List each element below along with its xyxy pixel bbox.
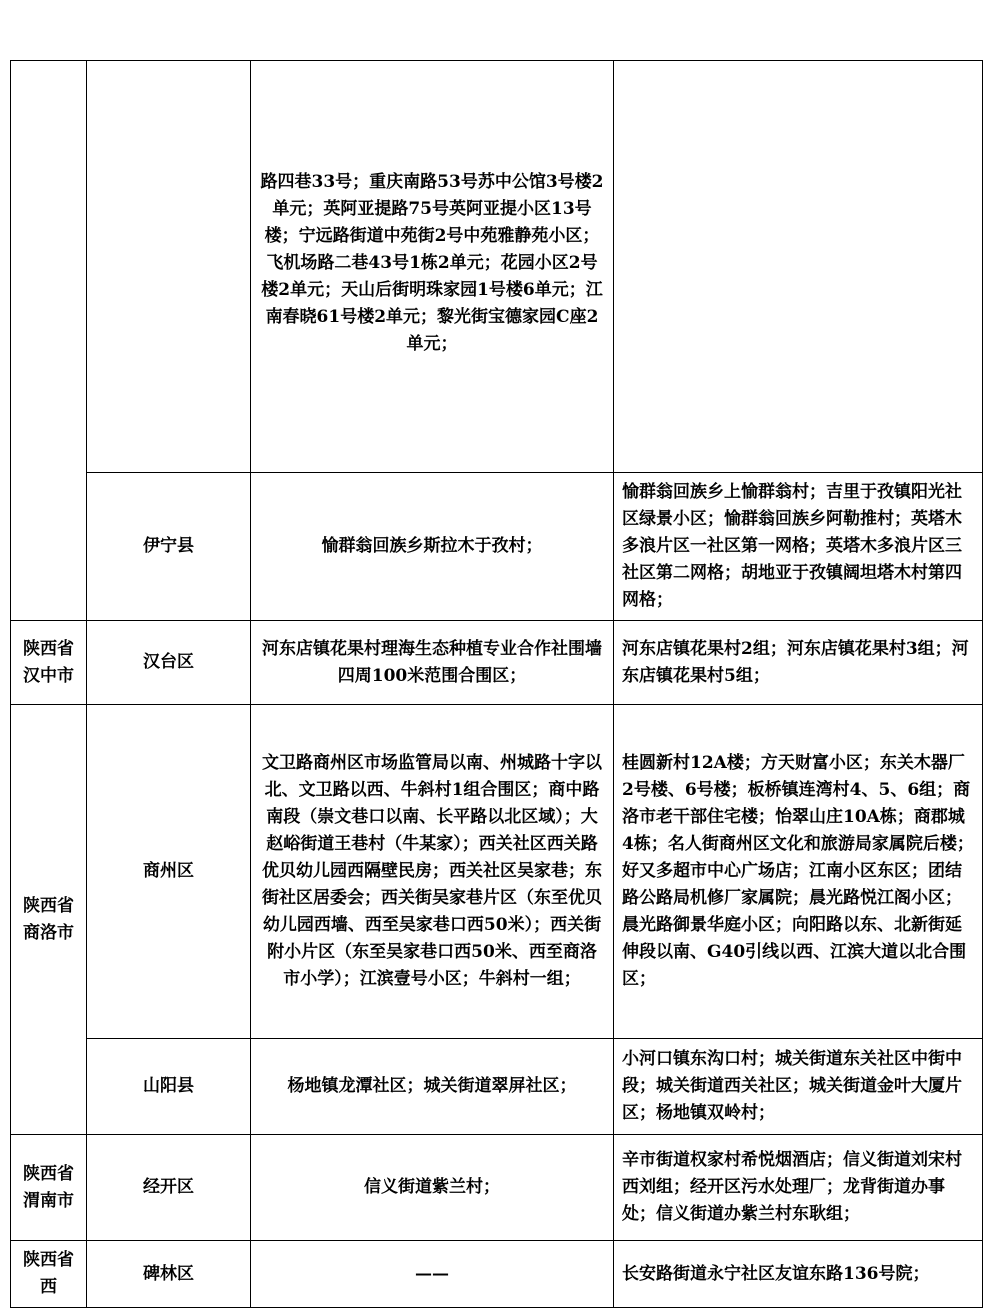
low-risk-cell: 小河口镇东沟口村；城关街道东关社区中街中段；城关街道西关社区；城关街道金叶大厦片区；杨地镇双岭村； xyxy=(614,1039,983,1135)
risk-area-table xyxy=(10,60,983,1308)
table-row xyxy=(11,705,983,1039)
mid-risk-cell: 杨地镇龙潭社区；城关街道翠屏社区； xyxy=(251,1039,614,1135)
city-cell: 陕西省渭南市 xyxy=(11,1135,87,1241)
low-risk-cell: 河东店镇花果村2组；河东店镇花果村3组；河东店镇花果村5组； xyxy=(614,621,983,705)
district-cell: 山阳县 xyxy=(87,1039,251,1135)
district-cell: 商州区 xyxy=(87,705,251,1039)
low-risk-cell: 辛市街道权家村希悦烟酒店；信义街道刘宋村西刘组；经开区污水处理厂；龙背街道办事处；信义街道办紫兰村东耿组； xyxy=(614,1135,983,1241)
low-risk-cell: 愉群翁回族乡上愉群翁村；吉里于孜镇阳光社区绿景小区；愉群翁回族乡阿勒推村；英塔木多浪片区一社区第一网格；英塔木多浪片区三社区第二网格；胡地亚于孜镇阔坦塔木村第四网格； xyxy=(614,473,983,621)
district-cell: 经开区 xyxy=(87,1135,251,1241)
table-row xyxy=(11,61,983,473)
mid-risk-cell: —— xyxy=(251,1241,614,1308)
city-cell xyxy=(11,61,87,621)
district-cell xyxy=(87,61,251,473)
mid-risk-cell: 愉群翁回族乡斯拉木于孜村； xyxy=(251,473,614,621)
table-row xyxy=(11,1241,983,1308)
mid-risk-cell: 路四巷33号；重庆南路53号苏中公馆3号楼2单元；英阿亚提路75号英阿亚提小区13号楼；宁远路街道中苑街2号中苑雅静苑小区；飞机场路二巷43号1栋2单元；花园小区2号楼2单元；天山后街明珠家园1号楼6单元；江南春晓61号楼2单元；黎光街宝德家园C座2单元； xyxy=(251,61,614,473)
city-cell: 陕西省汉中市 xyxy=(11,621,87,705)
low-risk-cell: 长安路街道永宁社区友谊东路136号院； xyxy=(614,1241,983,1308)
table-row xyxy=(11,1135,983,1241)
mid-risk-cell: 文卫路商州区市场监管局以南、州城路十字以北、文卫路以西、牛斜村1组合围区；商中路南段（崇文巷口以南、长平路以北区域）；大赵峪街道王巷村（牛某家）；西关社区西关路优贝幼儿园西隔壁民房；西关社区吴家巷；东街社区居委会；西关街吴家巷片区（东至优贝幼儿园西墙、西至吴家巷口西50米）；西关街附小片区（东至吴家巷口西50米、西至商洛市小学）；江滨壹号小区；牛斜村一组； xyxy=(251,705,614,1039)
district-cell: 碑林区 xyxy=(87,1241,251,1308)
low-risk-cell: 桂圆新村12A楼；方天财富小区；东关木器厂2号楼、6号楼；板桥镇连湾村4、5、6组；商洛市老干部住宅楼；怡翠山庄10A栋；商郡城4栋；名人街商州区文化和旅游局家属院后楼；好又多超市中心广场店；江南小区东区；团结路公路局机修厂家属院；晨光路悦江阁小区；晨光路御景华庭小区；向阳路以东、北新街延伸段以南、G40引线以西、江滨大道以北合围区； xyxy=(614,705,983,1039)
table-row xyxy=(11,1039,983,1135)
district-cell: 汉台区 xyxy=(87,621,251,705)
table-row xyxy=(11,621,983,705)
low-risk-cell xyxy=(614,61,983,473)
city-cell: 陕西省商洛市 xyxy=(11,705,87,1135)
mid-risk-cell: 信义街道紫兰村； xyxy=(251,1135,614,1241)
mid-risk-cell: 河东店镇花果村理海生态种植专业合作社围墙四周100米范围合围区； xyxy=(251,621,614,705)
city-cell: 陕西省西 xyxy=(11,1241,87,1308)
table-row xyxy=(11,473,983,621)
district-cell: 伊宁县 xyxy=(87,473,251,621)
